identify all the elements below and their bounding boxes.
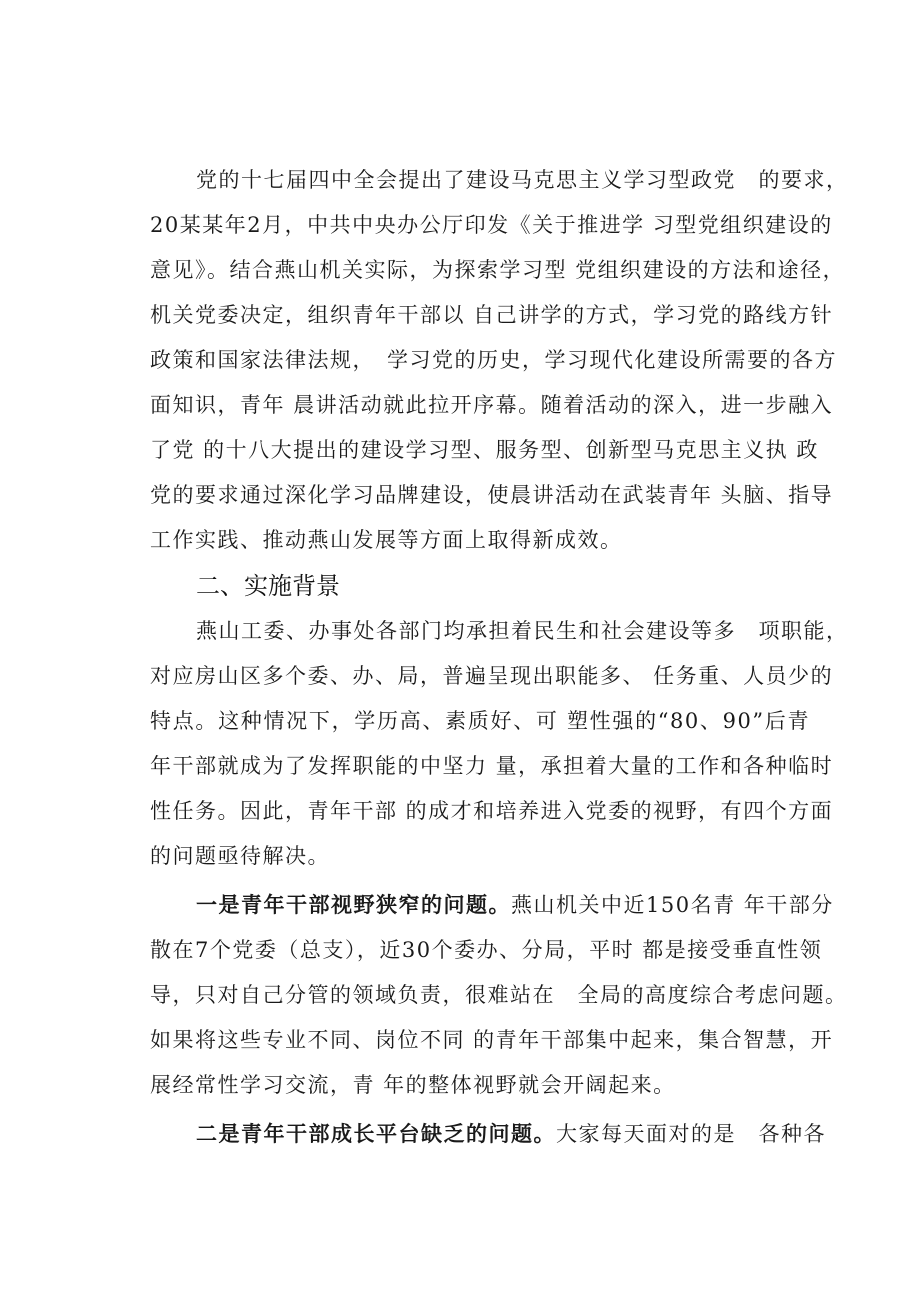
text-line: 党的十七届四中全会提出了建设马克思主义学习型政党 的要求， [196,168,849,192]
text-line: 机关党委决定，组织青年干部以 自己讲学的方式，学习党的路线方针 [150,303,834,327]
text-line: 对应房山区多个委、办、局，普遍呈现出职能多、 任务重、人员少的 [150,664,834,688]
text-line: 燕山工委、办事处各部门均承担着民生和社会建设等多 项职能， [196,619,849,643]
paragraph-intro [150,158,849,563]
text-line [150,883,834,928]
text-line: 意见》。结合燕山机关实际，为探索学习型 党组织建设的方法和途径， [150,258,846,282]
text-line: 的问题亟待解决。 [150,844,330,868]
line-rest-text: 燕山机关中近150名青 年干部分 [511,893,834,917]
text-line: 特点。这种情况下，学历高、素质好、可 塑性强的“80、90”后青 [150,709,810,733]
text-line [150,1112,826,1157]
text-line: 政策和国家法律法规， 学习党的历史，学习现代化建设所需要的各方 [150,348,837,372]
paragraph-problem-one [150,883,848,1108]
text-line: 20某某年2月，中共中央办公厅印发《关于推进学 习型党组织建设的 [150,213,833,237]
text-line: 面知识，青年 晨讲活动就此拉开序幕。随着活动的深入，进一步融入 [150,393,834,417]
text-line: 年干部就成为了发挥职能的中坚力 量，承担着大量的工作和各种临时 [150,754,834,778]
text-line: 如果将这些专业不同、岗位不同 的青年干部集中起来，集合智慧，开 [150,1028,834,1052]
text-line: 党的要求通过深化学习品牌建设，使晨讲活动在武装青年 头脑、指导 [150,483,834,507]
paragraph-problem-two [150,1112,826,1157]
text-line: 展经常性学习交流，青 年的整体视野就会开阔起来。 [150,1073,676,1097]
text-line: 工作实践、推动燕山发展等方面上取得新成效。 [150,528,623,552]
paragraph-background [150,609,849,879]
text-line: 了党 的十八大提出的建设学习型、服务型、创新型马克思主义执 政 [150,438,819,462]
document-body [150,158,849,1157]
bold-lead-text: 二是青年干部成长平台缺乏的问题。 [196,1122,556,1146]
line-rest-text: 大家每天面对的是 各种各 [556,1122,826,1146]
text-line: 散在7个党委（总支），近30个委办、分局，平时 都是接受垂直性领 [150,938,823,962]
text-line: 性任务。因此，青年干部 的成才和培养进入党委的视野，有四个方面 [150,799,834,823]
bold-lead-text: 一是青年干部视野狭窄的问题。 [196,893,511,917]
text-line: 导，只对自己分管的领域负责，很难站在 全局的高度综合考虑问题。 [150,983,848,1007]
section-heading: 二、实施背景 [196,572,340,600]
